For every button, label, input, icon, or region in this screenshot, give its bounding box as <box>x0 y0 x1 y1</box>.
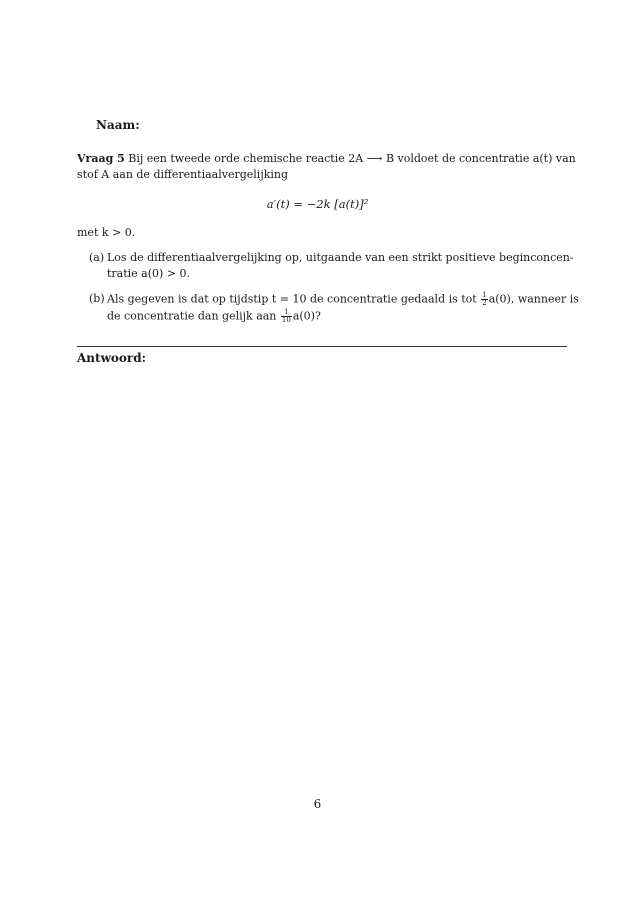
question-text-1: Bij een tweede orde chemische reactie 2A ⟶ B voldoet de concentratie a(t) van <box>128 152 576 165</box>
fraction-numerator: 1 <box>482 291 487 299</box>
fraction-denominator: 10 <box>281 316 291 324</box>
fraction-one-half <box>481 292 487 307</box>
question-line-1 <box>77 152 576 165</box>
name-label: Naam: <box>96 118 140 132</box>
question-label: Vraag 5 <box>77 152 125 165</box>
answer-label: Antwoord: <box>77 351 147 365</box>
question-line-2: stof A aan de differentiaalvergelijking <box>77 168 289 181</box>
subquestion-a-marker: (a) <box>89 251 105 264</box>
subquestion-b-line-2 <box>107 309 321 324</box>
subquestion-b-marker: (b) <box>89 292 105 305</box>
subquestion-b-text-1a: Als gegeven is dat op tijdstip t = 10 de concentratie gedaald is tot <box>107 292 477 306</box>
subquestion-a-line-2: tratie a(0) > 0. <box>107 267 191 280</box>
page-number: 6 <box>313 797 322 811</box>
condition-text: met k > 0. <box>77 226 136 239</box>
fraction-numerator: 1 <box>281 309 292 317</box>
subquestion-b-text-2b: a(0)? <box>292 309 321 323</box>
differential-equation: a′(t) = −2k [a(t)]² <box>266 197 369 211</box>
subquestion-b-line-1 <box>107 292 579 307</box>
fraction-one-tenth <box>281 309 292 324</box>
fraction-denominator: 2 <box>482 299 487 307</box>
subquestion-b-text-2a: de concentratie dan gelijk aan <box>107 309 277 323</box>
subquestion-b-text-1b: a(0), wanneer is <box>488 292 579 306</box>
subquestion-a-line-1: Los de differentiaalvergelijking op, uitgaande van een strikt positieve beginconcen- <box>107 251 574 264</box>
horizontal-rule <box>77 346 567 347</box>
